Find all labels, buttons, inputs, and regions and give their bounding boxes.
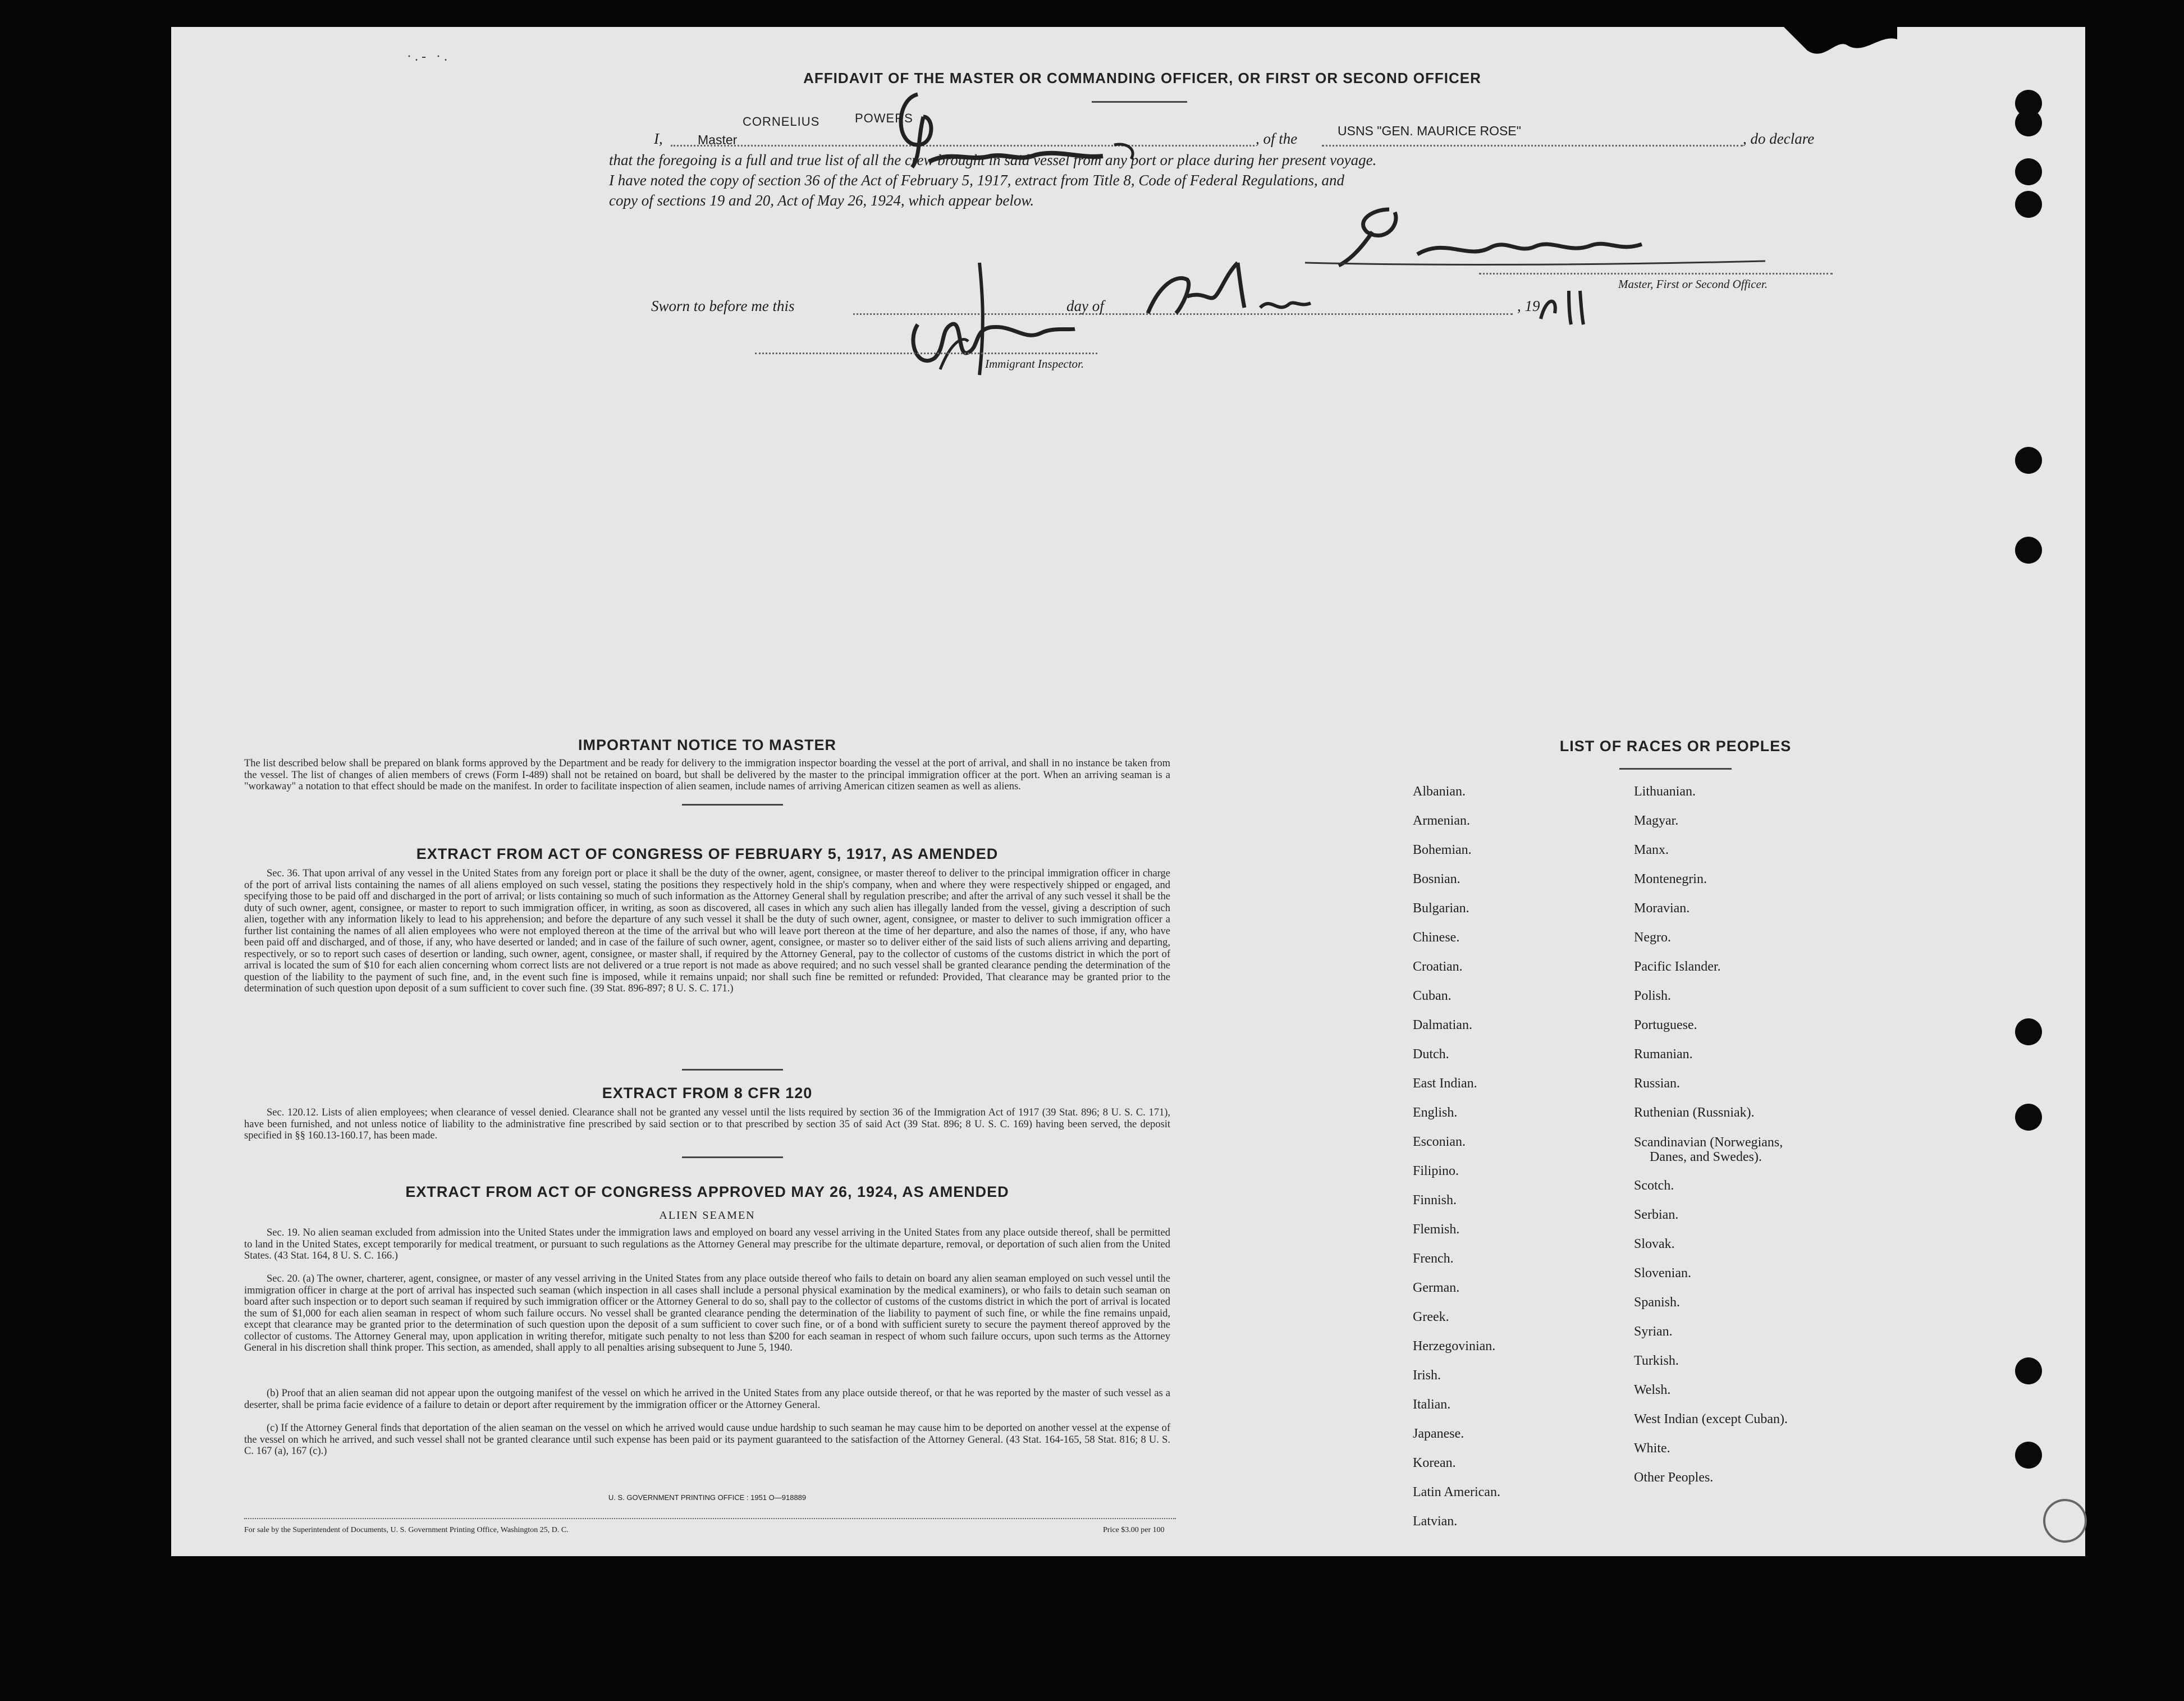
- extract-1924-heading: EXTRACT FROM ACT OF CONGRESS APPROVED MAY 26, 1924, AS AMENDED: [405, 1183, 1009, 1200]
- race-item: Croatian.: [1413, 959, 1463, 974]
- affidavit-heading: AFFIDAVIT OF THE MASTER OR COMMANDING OFFICER, OR FIRST OR SECOND OFFICER: [803, 70, 1481, 86]
- race-item: Slovenian.: [1634, 1266, 1691, 1281]
- race-item: Magyar.: [1634, 813, 1679, 828]
- inspector-caption: Immigrant Inspector.: [985, 357, 1084, 371]
- race-item: Scandinavian (Norwegians,: [1634, 1135, 1783, 1150]
- punch-hole: [2015, 1018, 2042, 1045]
- footer-sale-note: For sale by the Superintendent of Documents, U. S. Government Printing Office, Washington 25, D. C.: [244, 1526, 569, 1534]
- race-item: Bohemian.: [1413, 843, 1472, 857]
- inspector-signature-line: [755, 353, 1097, 354]
- race-item: Other Peoples.: [1634, 1470, 1714, 1485]
- officer-signature: [1305, 187, 1765, 282]
- affidavit-line-2: that the foregoing is a full and true list of all the crew brought in said vessel from any port or place during her present voyage.: [609, 152, 1377, 168]
- torn-corner: [1695, 22, 1897, 67]
- notice-body: The list described below shall be prepared on blank forms approved by the Department and be ready for delivery to the immigration inspector boarding the vessel at the port of arrival, and shall in no instance be taken from the vessel. The list of changes of alien members of crews (Form I-489) shall not be retained on board, but shall be delivered by the master to the principal immigration officer at the port. When an arriving seaman is a "workaway" a notation to that effect should be made on the manifest. In order to facilitate inspection of alien seamen, include names of arriving American citizen seamen as well as aliens.: [244, 758, 1170, 792]
- race-item: Danes, and Swedes).: [1650, 1150, 1762, 1164]
- race-item: Spanish.: [1634, 1295, 1681, 1310]
- race-item: Negro.: [1634, 930, 1671, 945]
- punch-hole: [2015, 1104, 2042, 1131]
- footer-rule: [244, 1518, 1176, 1519]
- race-item: Cuban.: [1413, 989, 1452, 1003]
- race-item: Russian.: [1634, 1076, 1681, 1091]
- race-item: West Indian (except Cuban).: [1634, 1412, 1788, 1426]
- race-item: Pacific Islander.: [1634, 959, 1721, 974]
- race-item: White.: [1634, 1441, 1670, 1456]
- year-text: , 19: [1517, 298, 1540, 314]
- gpo-imprint: U. S. GOVERNMENT PRINTING OFFICE : 1951 O—918889: [608, 1493, 807, 1502]
- race-item: Slovak.: [1634, 1237, 1675, 1251]
- race-item: Montenegrin.: [1634, 872, 1707, 886]
- race-item: English.: [1413, 1105, 1458, 1120]
- punch-hole: [2015, 109, 2042, 136]
- race-item: Ruthenian (Russniak).: [1634, 1105, 1755, 1120]
- race-item: Korean.: [1413, 1456, 1456, 1470]
- master-caption: Master, First or Second Officer.: [1618, 277, 1768, 291]
- race-item: Irish.: [1413, 1368, 1441, 1383]
- extract-1917-rule: [682, 1069, 783, 1071]
- officer-signature-line: [1479, 273, 1833, 275]
- punch-hole-ring: [2043, 1499, 2087, 1543]
- race-item: Syrian.: [1634, 1324, 1673, 1339]
- master-signature: [766, 83, 1176, 184]
- race-item: Greek.: [1413, 1310, 1449, 1324]
- race-item: Albanian.: [1413, 784, 1466, 799]
- typed-rank: Master: [698, 132, 738, 147]
- extract-1924-sec19: Sec. 19. No alien seaman excluded from admission into the United States under the immigration laws and employed on board any vessel arriving in the United States from any place outside thereof, shall be permitted to land in the United States, except temporarily for medical treatment, or pursuant to such regulations as the Attorney General may prescribe for the ultimate departure, removal, or deportation of such alien from the United States. (43 Stat. 164, 8 U. S. C. 166.): [244, 1227, 1170, 1261]
- race-item: Chinese.: [1413, 930, 1460, 945]
- race-item: Manx.: [1634, 843, 1669, 857]
- punch-hole: [2015, 1357, 2042, 1384]
- affidavit-line-3: I have noted the copy of section 36 of the Act of February 5, 1917, extract from Title 8, Code of Federal Regulations, and: [609, 172, 1345, 189]
- typed-name: CORNELIUS: [743, 115, 820, 129]
- race-item: Italian.: [1413, 1397, 1451, 1412]
- race-item: Esconian.: [1413, 1135, 1466, 1149]
- races-heading: LIST OF RACES OR PEOPLES: [1559, 738, 1792, 755]
- year-handwriting: [1535, 285, 1597, 330]
- alien-seamen-subheading: ALIEN SEAMEN: [659, 1209, 756, 1222]
- race-item: Polish.: [1634, 989, 1672, 1003]
- extract-cfr-body: Sec. 120.12. Lists of alien employees; when clearance of vessel denied. Clearance shall not be granted any vessel until the lists required by section 36 of the Immigration Act of 1917 (39 Stat. 896; 8 U. S. C. 171), have been furnished, and not unless notice of liability to the administrative fine prescribed by said section or to that prescribed by section 35 of said Act (39 Stat. 896; 8 U. S. C. 169) having been served, the deposit specified in §§ 160.13-160.17, has been made.: [244, 1107, 1170, 1141]
- race-item: Latin American.: [1413, 1485, 1500, 1499]
- sworn-text: Sworn to before me this: [651, 298, 795, 314]
- extract-1917-body: Sec. 36. That upon arrival of any vessel in the United States from any foreign port or place it shall be the duty of the owner, agent, consignee, or master thereof to deliver to the principal immigration officer in charge of the port of arrival lists containing the names of all aliens employed on such vessel, stating the positions they respectively hold in the ship's company, when and where they were respectively shipped or engaged, and specifying those to be paid off and discharged in the port of arrival; or lists containing so much of such information as the Attorney General shall by regulation prescribe; and after the arrival of any such vessel it shall be the duty of such owner, agent, consignee, or master to report to such immigration officer, in writing, as soon as discovered, all cases in which any such alien has illegally landed from the vessel, giving a description of such alien, together with any information likely to lead to his apprehension; and before the departure of any such vessel it shall be the duty of such owner, agent, consignee, or master to deliver to such immigration officer a further list containing the names of all alien employees who were not employed thereon at the time of the arrival but who will leave port thereon at the time of her departure, and also the names of those, if any, who have been paid off and discharged, and of those, if any, who have deserted or landed; and in case of the failure of such owner, agent, consignee, or master so to deliver either of the said lists of such aliens arriving and departing, respectively, or so to report such cases of desertion or landing, such owner, agent, consignee, or master shall, if required by the Attorney General, pay to the collector of customs of the customs district in which the port of arrival is located the sum of $10 for each alien concerning whom correct lists are not delivered or a true report is not made as above required; and no such vessel shall be granted clearance pending the determination of the question of the liability to the payment of such fine, and, in the event such fine is imposed, while it remains unpaid; nor shall such fine be remitted or refunded: Provided, That clearance may be granted prior to the determination of such question upon deposit of a sum sufficient to cover such fine. (39 Stat. 896-897; 8 U. S. C. 171.): [244, 868, 1170, 994]
- punch-hole: [2015, 537, 2042, 564]
- races-right-column: [1634, 777, 1788, 1492]
- race-item: Lithuanian.: [1634, 784, 1696, 799]
- race-item: Armenian.: [1413, 813, 1470, 828]
- month-handwriting: [1125, 252, 1361, 330]
- extract-1924-sec20a: Sec. 20. (a) The owner, charterer, agent, consignee, or master of any vessel arriving in the United States from any place outside thereof who fails to detain on board any alien seaman employed on such vessel until the immigration officer in charge at the port of arrival has inspected such seaman (which inspection in all cases shall include a personal physical examination by the medical examiners), or who fails to detain such seaman on board after such inspection or to deport such seaman if required by such immigration officer or the Attorney General to do so, shall pay to the collector of customs of the customs district in which the port of arrival is located the sum of $1,000 for each alien seaman in respect of whom such failure occurs. No vessel shall be granted clearance pending the determination of the liability to payment of such fine, or while the fine remains unpaid, except that clearance may be granted prior to the determination of such question upon the deposit of a sum sufficient to cover such fine, or of a bond with sufficient surety to secure the payment thereof approved by the collector of customs. The Attorney General may, upon application in writing therefor, mitigate such penalty to not less than $200 for each seaman in respect of whom such failure occurs, upon such terms as the Attorney General in his discretion shall think proper. This section, as amended, shall apply to all penalties arising subsequent to June 5, 1940.: [244, 1273, 1170, 1354]
- vessel-line: [1322, 145, 1743, 147]
- notice-heading: IMPORTANT NOTICE TO MASTER: [578, 737, 836, 753]
- race-item: Rumanian.: [1634, 1047, 1693, 1062]
- form-page: [171, 27, 2085, 1556]
- race-item: Dalmatian.: [1413, 1018, 1472, 1032]
- punch-hole: [2015, 1442, 2042, 1469]
- race-item: Finnish.: [1413, 1193, 1457, 1208]
- punch-hole: [2015, 191, 2042, 218]
- affidavit-line-4: copy of sections 19 and 20, Act of May 26, 1924, which appear below.: [609, 192, 1034, 209]
- race-item: Dutch.: [1413, 1047, 1449, 1062]
- race-item: French.: [1413, 1251, 1454, 1266]
- affidavit-i: I,: [654, 130, 663, 147]
- of-the-text: , of the: [1256, 130, 1298, 147]
- stray-marks: ·.- ·.: [407, 49, 451, 64]
- notice-rule: [682, 804, 783, 806]
- day-of-text: day of: [1066, 298, 1104, 314]
- race-item: Herzegovinian.: [1413, 1339, 1496, 1354]
- extract-cfr-rule: [682, 1156, 783, 1158]
- race-item: Portuguese.: [1634, 1018, 1697, 1032]
- race-item: Serbian.: [1634, 1208, 1679, 1222]
- race-item: Flemish.: [1413, 1222, 1460, 1237]
- race-item: Bosnian.: [1413, 872, 1460, 886]
- extract-cfr-heading: EXTRACT FROM 8 CFR 120: [602, 1085, 813, 1101]
- punch-hole: [2015, 158, 2042, 185]
- extract-1924-sec20c: (c) If the Attorney General finds that deportation of the alien seaman on the vessel on which he arrived would cause undue hardship to such seaman he may cause him to be deported on another vessel at the expense of the vessel on which he arrived, and such vessel shall not be granted clearance until such expense has been paid or its payment guaranteed to the satisfaction of the Attorney General. (43 Stat. 164-165, 58 Stat. 816; 8 U. S. C. 167 (a), 167 (c).): [244, 1423, 1170, 1457]
- race-item: Turkish.: [1634, 1354, 1679, 1368]
- vessel-name: USNS "GEN. MAURICE ROSE": [1338, 124, 1521, 138]
- race-item: German.: [1413, 1281, 1460, 1295]
- race-item: Welsh.: [1634, 1383, 1671, 1397]
- footer-price: Price $3.00 per 100: [1103, 1526, 1165, 1534]
- race-item: East Indian.: [1413, 1076, 1477, 1091]
- typed-surname: POWERS: [855, 111, 913, 125]
- race-item: Scotch.: [1634, 1178, 1674, 1193]
- races-rule: [1619, 768, 1732, 770]
- races-left-column: [1413, 777, 1500, 1536]
- race-item: Bulgarian.: [1413, 901, 1469, 916]
- race-item: Japanese.: [1413, 1426, 1464, 1441]
- race-item: Latvian.: [1413, 1514, 1458, 1529]
- punch-hole: [2015, 447, 2042, 474]
- do-declare-text: , do declare: [1743, 130, 1815, 147]
- extract-1924-sec20b: (b) Proof that an alien seaman did not appear upon the outgoing manifest of the vessel on which he arrived in the United States from any place outside thereof, or that he was reported by the master of such vessel as a deserter, shall be prima facie evidence of a failure to detain or deport after requirement by the immigration officer or the Attorney General.: [244, 1388, 1170, 1411]
- race-item: Filipino.: [1413, 1164, 1459, 1178]
- extract-1917-heading: EXTRACT FROM ACT OF CONGRESS OF FEBRUARY 5, 1917, AS AMENDED: [416, 845, 999, 862]
- race-item: Moravian.: [1634, 901, 1690, 916]
